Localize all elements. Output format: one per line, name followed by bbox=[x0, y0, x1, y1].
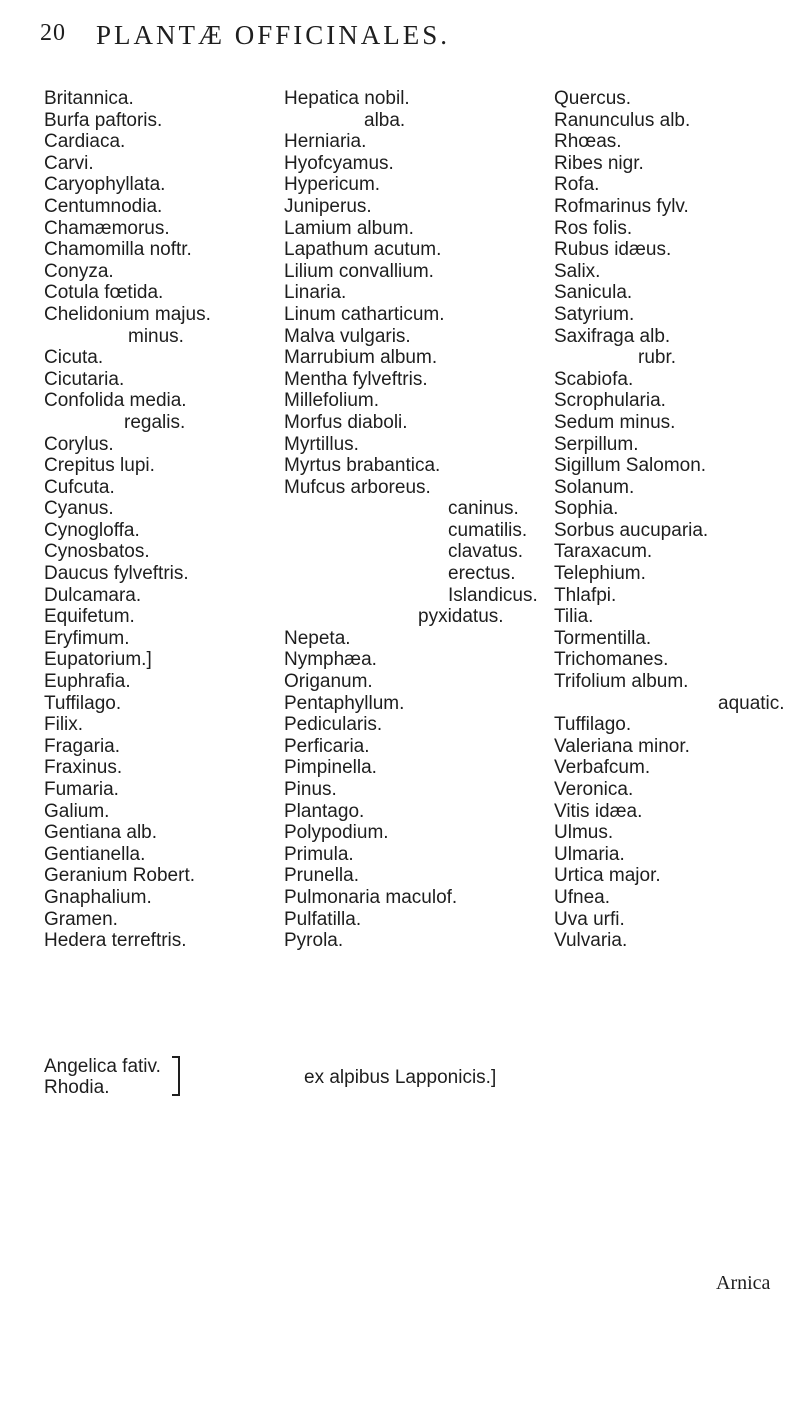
plant-entry: Pinus. bbox=[284, 779, 337, 800]
plant-entry: Hyofcyamus. bbox=[284, 152, 394, 174]
plant-entry: Cicuta. bbox=[44, 347, 104, 369]
brace-mark bbox=[172, 1056, 180, 1096]
braced-entry: Rhodia. bbox=[44, 1077, 110, 1098]
plant-entry: Saxifraga alb. bbox=[554, 325, 671, 347]
plant-entry: Ros folis. bbox=[554, 217, 633, 239]
plant-entry: Mufcus arboreus. bbox=[284, 476, 431, 498]
plant-entry: Sedum minus. bbox=[554, 411, 676, 433]
plant-entry: rubr. bbox=[638, 347, 677, 369]
plant-entry: aquatic. bbox=[718, 692, 785, 714]
plant-entry: clavatus. bbox=[448, 541, 523, 563]
plant-entry: Pedicularis. bbox=[284, 714, 383, 736]
plant-entry: Urtica major. bbox=[554, 865, 661, 887]
plant-entry: Rofmarinus fylv. bbox=[554, 195, 689, 217]
plant-entry: Gnaphalium. bbox=[44, 886, 152, 908]
plant-entry: Thlafpi. bbox=[554, 584, 617, 606]
plant-entry: Sanicula. bbox=[554, 282, 633, 304]
plant-entry: Cyanus. bbox=[44, 498, 114, 520]
plant-entry: Britannica. bbox=[44, 88, 134, 109]
plant-entry: Hypericum. bbox=[284, 174, 381, 196]
plant-entry: Salix. bbox=[554, 260, 601, 282]
plant-entry: Veronica. bbox=[554, 779, 634, 800]
plant-entry: Juniperus. bbox=[284, 195, 372, 217]
plant-list-column-3 bbox=[554, 88, 785, 952]
plant-entry: Polypodium. bbox=[284, 822, 389, 844]
plant-entry: Gramen. bbox=[44, 908, 118, 930]
page-number: 20 bbox=[40, 20, 66, 46]
plant-entry: Mentha fylveftris. bbox=[284, 368, 428, 390]
plant-list-column-1 bbox=[44, 88, 211, 952]
plant-entry: Eupatorium.] bbox=[44, 649, 152, 671]
plant-entry: Caryophyllata. bbox=[44, 174, 166, 196]
plant-entry: Fumaria. bbox=[44, 779, 119, 800]
plant-entry: Scrophularia. bbox=[554, 390, 666, 412]
plant-entry: Linaria. bbox=[284, 282, 347, 304]
plant-entry: Chamomilla noftr. bbox=[44, 239, 192, 261]
plant-entry: Sigillum Salomon. bbox=[554, 455, 707, 477]
plant-entry: Plantago. bbox=[284, 800, 365, 822]
plant-entry: Valeriana minor. bbox=[554, 735, 690, 757]
plant-entry: cumatilis. bbox=[448, 519, 528, 541]
plant-entry: Taraxacum. bbox=[554, 541, 653, 563]
plant-entry: Centumnodia. bbox=[44, 195, 163, 217]
plant-entry: Pulfatilla. bbox=[284, 908, 362, 930]
plant-entry: regalis. bbox=[124, 411, 186, 433]
plant-entry: Morfus diaboli. bbox=[284, 411, 408, 433]
plant-entry: Tuffilago. bbox=[44, 692, 122, 714]
plant-entry: Carvi. bbox=[44, 152, 94, 174]
plant-entry: Galium. bbox=[44, 800, 110, 822]
plant-entry: Chelidonium majus. bbox=[44, 303, 211, 325]
plant-entry: Cotula fœtida. bbox=[44, 282, 164, 304]
plant-entry: Rofa. bbox=[554, 174, 600, 196]
catchword: Arnica bbox=[716, 1272, 771, 1294]
plant-entry: Marrubium album. bbox=[284, 347, 438, 369]
plant-entry: Pyrola. bbox=[284, 930, 344, 952]
plant-entry: Geranium Robert. bbox=[44, 865, 196, 887]
plant-entry: Hepatica nobil. bbox=[284, 88, 410, 109]
plant-entry: Ribes nigr. bbox=[554, 152, 644, 174]
plant-entry: Satyrium. bbox=[554, 303, 635, 325]
plant-entry: Gentianella. bbox=[44, 843, 146, 865]
plant-entry: Cicutaria. bbox=[44, 368, 125, 390]
plant-entry: pyxidatus. bbox=[418, 606, 504, 628]
plant-entry: Prunella. bbox=[284, 865, 359, 887]
plant-entry: Uva urfi. bbox=[554, 908, 625, 930]
plant-entry: Nepeta. bbox=[284, 627, 351, 649]
plant-entry: Origanum. bbox=[284, 671, 373, 693]
plant-entry: Islandicus. bbox=[448, 584, 538, 606]
plant-entry: erectus. bbox=[448, 563, 516, 585]
plant-entry: Dulcamara. bbox=[44, 584, 142, 606]
plant-entry: Corylus. bbox=[44, 433, 114, 455]
plant-entry: Conyza. bbox=[44, 260, 114, 282]
plant-entry: Lapathum acutum. bbox=[284, 239, 442, 261]
plant-entry: Ulmaria. bbox=[554, 843, 625, 865]
plant-entry: Vitis idæa. bbox=[554, 800, 643, 822]
plant-entry: caninus. bbox=[448, 498, 519, 520]
plant-entry: Cynogloffa. bbox=[44, 519, 140, 541]
plant-entry: Trichomanes. bbox=[554, 649, 669, 671]
running-head-title: PLANTÆ OFFICINALES. bbox=[96, 20, 451, 50]
plant-entry: Nymphæa. bbox=[284, 649, 377, 671]
plant-entry: Sorbus aucuparia. bbox=[554, 519, 709, 541]
plant-entry: Cynosbatos. bbox=[44, 541, 150, 563]
plant-entry: Serpillum. bbox=[554, 433, 639, 455]
plant-entry: Telephium. bbox=[554, 563, 646, 585]
plant-entry: minus. bbox=[128, 325, 184, 347]
plant-list-column-2 bbox=[284, 88, 538, 952]
plant-entry: Linum catharticum. bbox=[284, 303, 445, 325]
plant-entry: Hedera terreftris. bbox=[44, 930, 187, 952]
plant-entry: Cardiaca. bbox=[44, 131, 126, 153]
plant-entry: Eryfimum. bbox=[44, 627, 130, 649]
plant-entry: Herniaria. bbox=[284, 131, 367, 153]
plant-entry: Chamæmorus. bbox=[44, 217, 170, 239]
plant-entry: Daucus fylveftris. bbox=[44, 563, 189, 585]
plant-entry: Pentaphyllum. bbox=[284, 692, 405, 714]
plant-entry: Rubus idæus. bbox=[554, 239, 672, 261]
plant-entry: Fragaria. bbox=[44, 735, 121, 757]
plant-entry: Scabiofa. bbox=[554, 368, 634, 390]
plant-entry: Solanum. bbox=[554, 476, 635, 498]
plant-entry: Ranunculus alb. bbox=[554, 109, 691, 131]
plant-entry: Tuffilago. bbox=[554, 714, 632, 736]
plant-entry: Lilium convallium. bbox=[284, 260, 434, 282]
plant-entry: Perficaria. bbox=[284, 735, 370, 757]
plant-entry: Tormentilla. bbox=[554, 627, 652, 649]
plant-entry: Trifolium album. bbox=[554, 671, 689, 693]
plant-entry: Fraxinus. bbox=[44, 757, 123, 779]
plant-entry: Pulmonaria maculof. bbox=[284, 886, 458, 908]
plant-entry: Equifetum. bbox=[44, 606, 135, 628]
plant-entry: Crepitus lupi. bbox=[44, 455, 155, 477]
plant-entry: Rhœas. bbox=[554, 131, 622, 153]
plant-entry: Vulvaria. bbox=[554, 930, 628, 952]
plant-entry: Pimpinella. bbox=[284, 757, 377, 779]
plant-entry: Filix. bbox=[44, 714, 84, 736]
plant-entry: Burfa paftoris. bbox=[44, 109, 163, 131]
plant-entry: Sophia. bbox=[554, 498, 619, 520]
braced-entries bbox=[44, 1056, 161, 1098]
plant-entry: Verbafcum. bbox=[554, 757, 651, 779]
plant-entry: Ulmus. bbox=[554, 822, 614, 844]
brace-note: ex alpibus Lapponicis.] bbox=[304, 1067, 497, 1088]
plant-entry: Ufnea. bbox=[554, 886, 610, 908]
plant-entry: Confolida media. bbox=[44, 390, 187, 412]
plant-entry: Tilia. bbox=[554, 606, 594, 628]
plant-entry: Myrtillus. bbox=[284, 433, 359, 455]
plant-entry: alba. bbox=[364, 109, 406, 131]
plant-entry: Quercus. bbox=[554, 88, 632, 109]
plant-entry: Primula. bbox=[284, 843, 354, 865]
plant-entry: Malva vulgaris. bbox=[284, 325, 411, 347]
plant-entry: Millefolium. bbox=[284, 390, 380, 412]
plant-entry: Euphrafia. bbox=[44, 671, 131, 693]
plant-entry: Gentiana alb. bbox=[44, 822, 158, 844]
braced-entry: Angelica fativ. bbox=[44, 1056, 161, 1077]
plant-entry: Myrtus brabantica. bbox=[284, 455, 441, 477]
plant-entry: Lamium album. bbox=[284, 217, 414, 239]
plant-entry: Cufcuta. bbox=[44, 476, 115, 498]
